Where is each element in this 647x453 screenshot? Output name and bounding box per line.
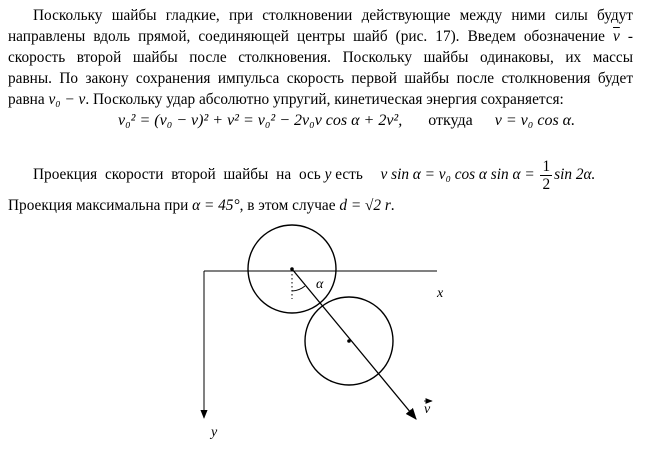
- x-axis-label: x: [437, 286, 444, 301]
- axis-y-ref: y: [324, 166, 332, 184]
- fraction-one-half: $\frac{1}{2}$: [542, 158, 551, 193]
- text-line-1: Поскольку шайбы гладкие, при столкновении действующие между ними силы будут: [33, 7, 633, 24]
- text-line-2: направлены вдоль прямой, соединяющей центры шайб (рис. 17). Введем обозначение $\overline{v}$ -: [8, 28, 634, 45]
- vector-v: $\overline{v}$: [613, 28, 620, 45]
- projection-expr: v sin α = v₀ cos α sin α =: [380, 166, 535, 184]
- velocity-label: v: [424, 402, 431, 417]
- formula-right: v = v₀ cos α.: [494, 112, 576, 129]
- angle-arc: [292, 286, 305, 291]
- expr-v0-minus-v: v₀ − v: [48, 91, 86, 108]
- text-line-3: скорость второй шайбы после столкновения. Поскольку шайбы одинаковы, их массы: [8, 49, 633, 66]
- text-line-4: равны. По закону сохранения импульса скорость первой шайбы после столкновения будет: [8, 70, 633, 87]
- y-axis-label: y: [211, 425, 218, 440]
- velocity-vector: [292, 269, 416, 419]
- projection-max-line: Проекция максимальна при α = 45°, в этом случае d = √2 r.: [8, 197, 395, 214]
- condition-alpha: α = 45°: [192, 197, 240, 214]
- result-d: d = √2 r: [339, 197, 391, 214]
- formula-word: откуда: [428, 112, 473, 129]
- angle-label: α: [316, 277, 324, 292]
- text-line-5: равна v₀ − v. Поскольку удар абсолютно упругий, кинетическая энергия сохраняется:: [8, 91, 564, 108]
- formula-left: v₀² = (v₀ − v)² + v² = v₀² − 2v₀v cos α + 2v²,: [118, 112, 403, 129]
- projection-expr-end: sin 2α.: [554, 166, 596, 184]
- projection-line: Проекция скорости второй шайбы на ось y есть v sin α = v₀ cos α sin α = $\frac{1}{2}$ sin 2α.: [33, 158, 596, 193]
